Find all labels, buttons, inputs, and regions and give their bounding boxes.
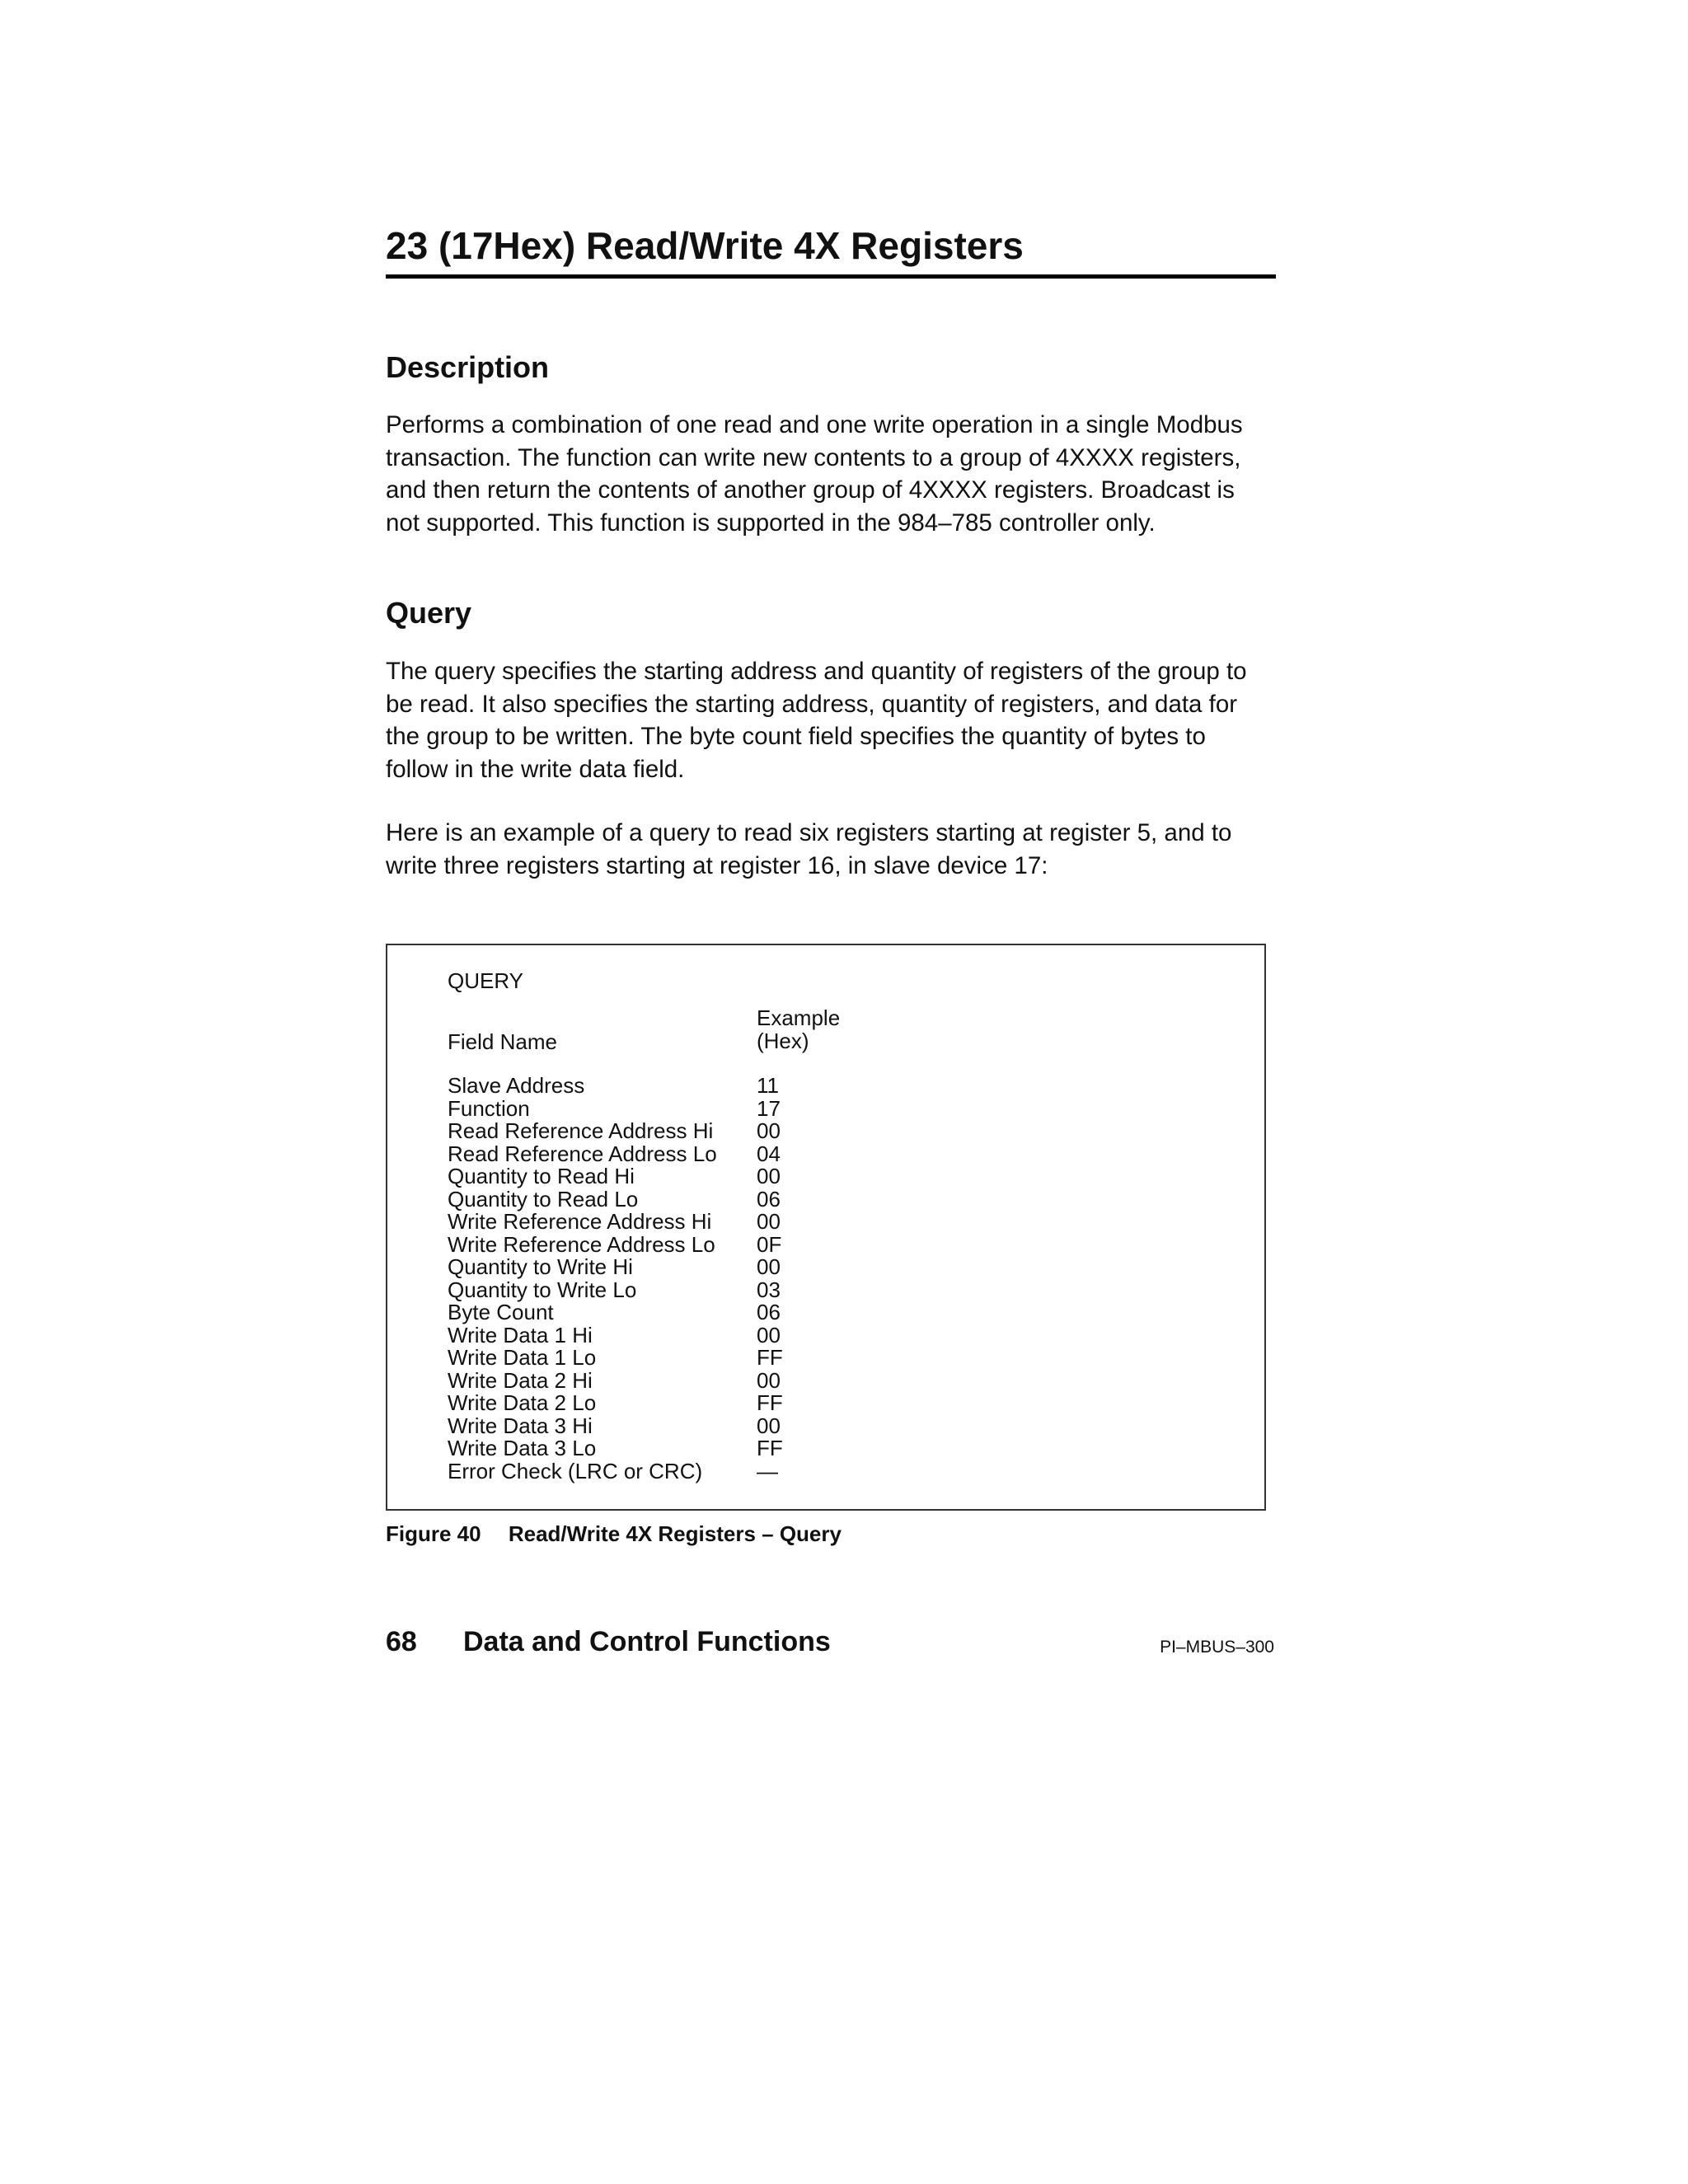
field-row	[448, 1165, 1189, 1188]
field-name: Read Reference Address Hi	[448, 1118, 714, 1143]
field-name: Write Data 3 Hi	[448, 1413, 593, 1438]
description-heading: Description	[386, 350, 550, 384]
field-row	[448, 1324, 1189, 1347]
field-name-column-header: Field Name	[448, 1029, 557, 1054]
footer-page-number: 68	[386, 1626, 417, 1657]
field-name: Write Data 1 Lo	[448, 1345, 597, 1370]
field-value: 00	[757, 1164, 781, 1188]
query-paragraph: The query specifies the starting address and quantity of registers of the group to be read. It also specifies the starting address, quantity of registers, and data for the group to be written. The byte count field specifies the quantity of bytes to follow in the write data field.	[386, 658, 1247, 783]
field-value: 11	[757, 1073, 779, 1098]
field-value: 00	[757, 1322, 781, 1347]
figure-caption	[386, 1521, 842, 1546]
field-name: Byte Count	[448, 1300, 554, 1324]
field-value: 06	[757, 1186, 781, 1212]
field-name: Write Data 3 Lo	[448, 1436, 597, 1460]
field-row	[448, 1460, 1189, 1483]
field-value: 04	[757, 1141, 781, 1166]
field-name: Write Data 1 Hi	[448, 1322, 593, 1347]
query-figure-box	[386, 944, 1266, 1511]
field-value: 0F	[757, 1231, 782, 1257]
field-value: 03	[757, 1277, 781, 1302]
page-title: 23 (17Hex) Read/Write 4X Registers	[386, 224, 1024, 267]
field-name: Quantity to Read Hi	[448, 1164, 635, 1188]
field-row	[448, 1392, 1189, 1415]
field-name: Quantity to Write Lo	[448, 1277, 637, 1302]
field-name: Quantity to Read Lo	[448, 1186, 639, 1212]
field-name: Write Data 2 Lo	[448, 1390, 597, 1415]
field-value: —	[757, 1458, 778, 1483]
field-name: Slave Address	[448, 1073, 585, 1098]
field-value: 00	[757, 1413, 781, 1438]
field-value: 00	[757, 1367, 781, 1393]
footer-section-title: Data and Control Functions	[463, 1626, 831, 1657]
example-header-line1: Example	[757, 1005, 841, 1030]
figure-caption-number: Figure 40	[386, 1521, 481, 1546]
field-row	[448, 1415, 1189, 1438]
field-row	[448, 1279, 1189, 1302]
description-paragraph: Performs a combination of one read and one write operation in a single Modbus transaction. The function can write new contents to a group of 4XXXX registers, and then return the contents of another group of 4XXXX registers. Broadcast is not supported. This function is supported in the 984–785 controller only.	[386, 411, 1243, 537]
field-row	[448, 1188, 1189, 1212]
field-value: 00	[757, 1209, 781, 1234]
field-value: 17	[757, 1095, 781, 1121]
field-name: Write Reference Address Hi	[448, 1209, 712, 1234]
title-rule	[386, 274, 1276, 279]
figure-caption-text: Read/Write 4X Registers – Query	[508, 1521, 842, 1546]
field-name: Quantity to Write Hi	[448, 1254, 633, 1279]
field-name: Function	[448, 1095, 530, 1121]
field-value: 06	[757, 1300, 781, 1324]
query-heading: Query	[386, 596, 472, 630]
example-column-header	[757, 1006, 840, 1052]
field-name: Error Check (LRC or CRC)	[448, 1458, 703, 1483]
field-value: FF	[757, 1390, 783, 1415]
query-field-list	[448, 1075, 1189, 1483]
field-name: Write Reference Address Lo	[448, 1231, 715, 1257]
field-row	[448, 1301, 1189, 1324]
field-row	[448, 1367, 1189, 1393]
field-row	[448, 1120, 1189, 1143]
figure-box-label: QUERY	[448, 968, 523, 993]
field-value: 00	[757, 1254, 781, 1279]
field-row	[448, 1231, 1189, 1257]
footer-doc-id: PI–MBUS–300	[1160, 1638, 1274, 1657]
example-header-line2: (Hex)	[757, 1029, 809, 1053]
field-name: Write Data 2 Hi	[448, 1367, 593, 1393]
field-name: Read Reference Address Lo	[448, 1141, 717, 1166]
field-row	[448, 1095, 1189, 1121]
field-row	[448, 1347, 1189, 1370]
field-row	[448, 1256, 1189, 1279]
field-row	[448, 1437, 1189, 1460]
field-row	[448, 1143, 1189, 1166]
field-row	[448, 1075, 1189, 1098]
field-value: FF	[757, 1436, 783, 1460]
query-example-paragraph: Here is an example of a query to read six registers starting at register 5, and to write three registers starting at register 16, in slave device 17:	[386, 819, 1232, 879]
field-value: FF	[757, 1345, 783, 1370]
field-value: 00	[757, 1118, 781, 1143]
field-row	[448, 1211, 1189, 1234]
